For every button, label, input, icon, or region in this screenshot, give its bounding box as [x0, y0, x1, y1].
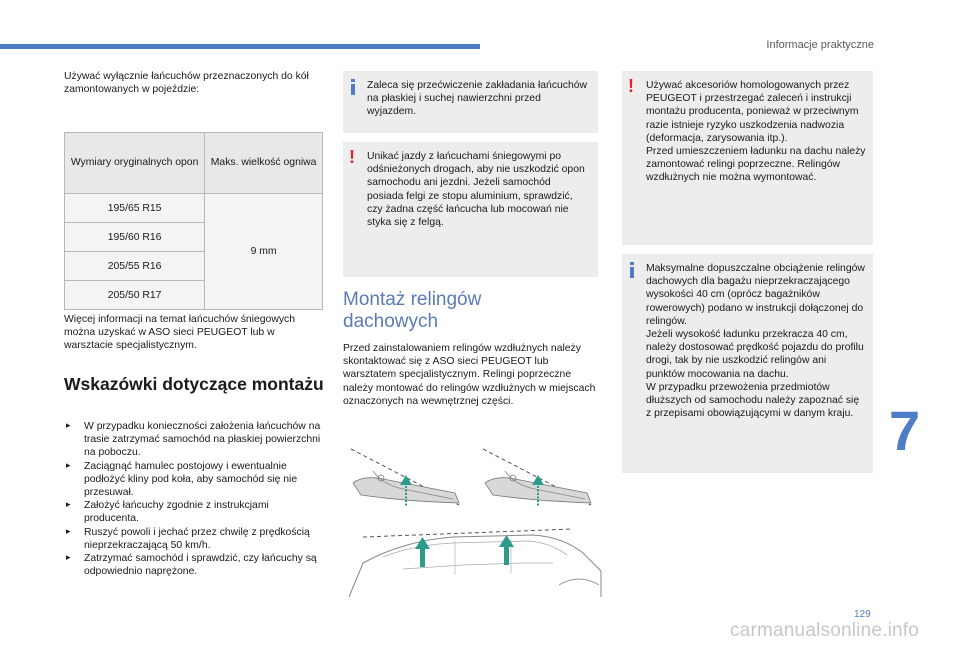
- list-item: [64, 460, 324, 500]
- page-number: 129: [854, 609, 871, 620]
- table-cell-size: 205/55 R16: [65, 252, 205, 281]
- step-text: Założyć łańcuchy zgodnie z instrukcjami producenta.: [84, 500, 269, 525]
- front-rail-arrow-icon: [415, 537, 430, 567]
- warning-box-accessories: [622, 71, 873, 245]
- fitting-steps-list: [64, 420, 324, 578]
- more-info-text: Więcej informacji na temat łańcuchów śniegowych można uzyskać w ASO sieci PEUGEOT lub w warsztacie specjalistycznym.: [64, 314, 296, 352]
- arrow-bullet-icon: ▸: [66, 526, 71, 537]
- fitting-heading: Wskazówki dotyczące montażu: [64, 374, 324, 394]
- roof-bars-illustration: [343, 445, 605, 607]
- list-item: [64, 526, 324, 552]
- tyre-chain-table: [64, 132, 323, 310]
- section-title: Informacje praktyczne: [766, 39, 874, 51]
- warning-box-chains: [343, 142, 598, 277]
- arrow-bullet-icon: ▸: [66, 553, 71, 564]
- table-cell-value: 9 mm: [205, 194, 323, 310]
- step-text: Zaciągnąć hamulec postojowy i ewentualnie podłożyć kliny pod koła, aby samochód się nie przesuwał.: [84, 460, 298, 499]
- table-header-tyre-size: Wymiary oryginalnych opon: [65, 133, 205, 194]
- roof-bars-text: Przed zainstalowaniem relingów wzdłużnych należy skontaktować się z ASO sieci PEUGEOT lub warsztatem specjalistycznym. Relingi poprzeczne należy montować do relingów wzdłużnych w miejscach oznaczonych na wewnętrznej części.: [343, 343, 596, 407]
- list-item: [64, 420, 324, 460]
- info-box-load: [622, 254, 873, 473]
- warning-box-text: Unikać jazdy z łańcuchami śniegowymi po odśnieżonych drogach, aby nie uszkodzić opon samochodu ani jezdni. Jeżeli samochód posiada felgi ze stopu aluminium, sprawdzić, czy żadna część łańcucha lub mocowań nie styka się z felgą.: [367, 151, 585, 229]
- header-accent-bar: [0, 44, 480, 49]
- warning-box-text: Używać akcesoriów homologowanych przez PEUGEOT i przestrzegać zaleceń i instrukcji montażu producenta, ponieważ w przeciwnym razie istnieje ryzyko uszkodzenia nadwozia (deformacja, zarysowania itp.). Przed umieszczeniem ładunku na dachu należy zamontować relingi poprzeczne. Relingów wzdłużnych nie można wymontować.: [646, 80, 866, 184]
- table-cell-size: 195/65 R15: [65, 194, 205, 223]
- step-text: Ruszyć powoli i jechać przez chwilę z prędkością nieprzekraczającą 50 km/h.: [84, 526, 310, 551]
- info-box-text: Zaleca się przećwiczenie zakładania łańcuchów na płaskiej i suchej nawierzchni przed wyjazdem.: [367, 80, 588, 118]
- list-item: [64, 552, 324, 578]
- table-header-link-size: Maks. wielkość ogniwa: [205, 133, 323, 194]
- info-icon: [351, 79, 355, 95]
- arrow-bullet-icon: ▸: [66, 421, 71, 431]
- rear-rail-arrow-icon: [499, 535, 514, 565]
- list-item: [64, 499, 324, 525]
- info-box-practice: [343, 71, 598, 133]
- info-icon: [630, 262, 634, 278]
- car-side-view: [349, 529, 601, 597]
- arrow-bullet-icon: ▸: [66, 500, 71, 511]
- arrow-bullet-icon: ▸: [66, 460, 71, 471]
- table-cell-size: 195/60 R16: [65, 223, 205, 252]
- roof-bars-heading: Montaż relingów dachowych: [343, 289, 482, 332]
- watermark: carmanualsonline.info: [730, 620, 920, 641]
- step-text: W przypadku konieczności założenia łańcuchów na trasie zatrzymać samochód na płaskiej powierzchni na poboczu.: [84, 421, 321, 459]
- warning-icon: !: [349, 147, 355, 167]
- warning-icon: !: [628, 76, 634, 96]
- step-text: Zatrzymać samochód i sprawdzić, czy łańcuchy są odpowiednio naprężone.: [84, 553, 317, 578]
- chapter-number: 7: [889, 399, 921, 462]
- info-box-text: Maksymalne dopuszczalne obciążenie relingów dachowych dla bagażu nieprzekraczającego wysokości 40 cm (oprócz bagażników rowerowych) podano w instrukcji dołączonej do relingów. Jeżeli wysokość ładunku przekracza 40 cm, należy dostosować prędkość pojazdu do profilu drogi, tak by nie uszkodzić relingów ani punktów mocowania na dachu. W przypadku przewożenia przedmiotów dłuższych od samochodu należy zapoznać się z przepisami obowiązującymi w danym kraju.: [646, 263, 865, 420]
- chains-intro: Używać wyłącznie łańcuchów przeznaczonych do kół zamontowanych w pojeździe:: [64, 71, 309, 96]
- table-cell-size: 205/50 R17: [65, 281, 205, 310]
